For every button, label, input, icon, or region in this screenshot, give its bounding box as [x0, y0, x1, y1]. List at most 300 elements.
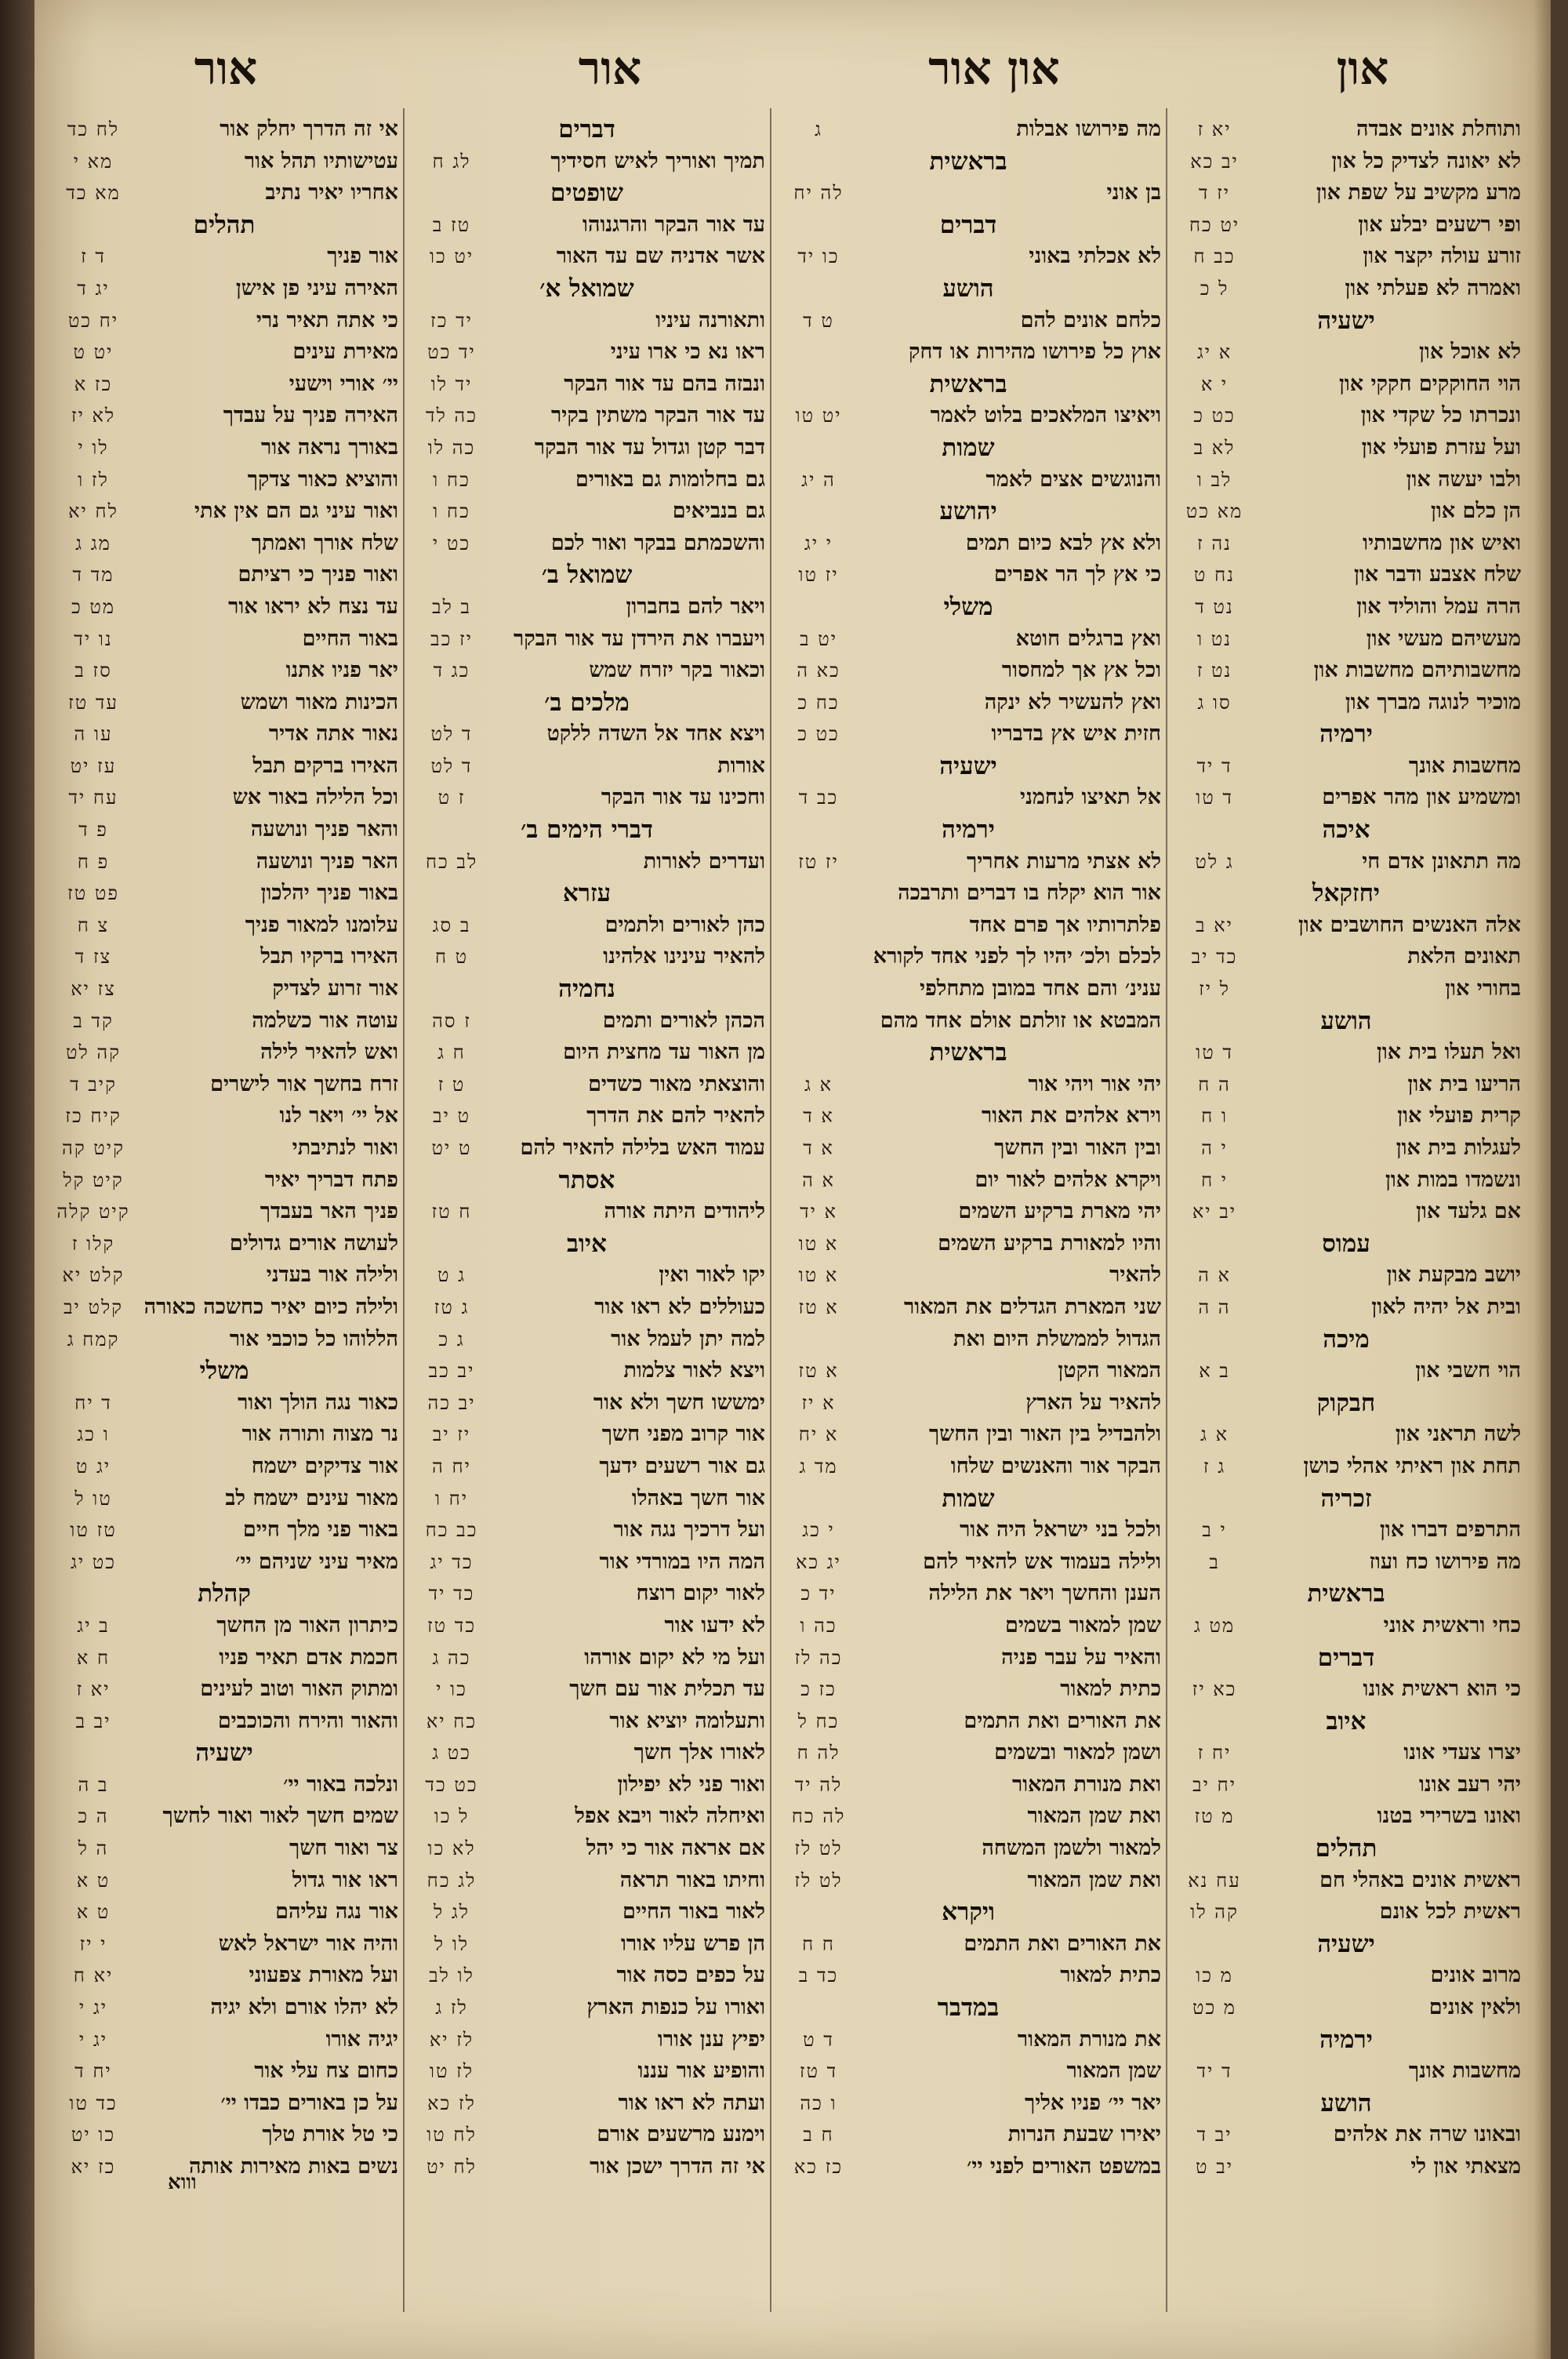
verse-text: דבר קטן וגדול עד אור הבקר	[534, 434, 765, 460]
concordance-entry	[775, 400, 1161, 432]
verse-text: ליהודים היתה אורה	[604, 1199, 765, 1224]
verse-text: מעשיהם מעשי און	[1366, 626, 1521, 651]
verse-reference: יח יב	[1192, 1773, 1236, 1796]
verse-reference: כב ח	[1193, 245, 1236, 268]
book-heading: ישעיה	[195, 1739, 253, 1768]
concordance-entry	[50, 114, 398, 146]
concordance-entry	[1171, 1451, 1521, 1483]
verse-reference: יב כא	[1190, 150, 1239, 173]
concordance-entry	[408, 209, 765, 242]
concordance-entry	[775, 1005, 1161, 1038]
verse-text: ולהבדיל בין האור ובין החשך	[928, 1422, 1161, 1447]
verse-text: האר פניך ונושעה	[256, 849, 398, 874]
verse-text: שני המארת הגדלים את המאור	[903, 1294, 1161, 1319]
verse-reference: סו ג	[1197, 691, 1232, 714]
verse-text: ואיש און מחשבותיו	[1363, 530, 1521, 555]
book-heading: עזרא	[562, 879, 612, 908]
verse-text: ובית אל יהיה לאון	[1371, 1294, 1521, 1319]
verse-text: ושמן למאור ובשמים	[994, 1740, 1161, 1765]
verse-text: התרפים דברו און	[1380, 1518, 1521, 1543]
verse-text: יהי מארת ברקיע השמים	[958, 1199, 1161, 1224]
concordance-entry	[50, 273, 398, 305]
concordance-entry	[775, 241, 1161, 273]
verse-reference: י ב	[1202, 1519, 1227, 1542]
concordance-entry	[408, 1610, 765, 1642]
concordance-entry	[1171, 1132, 1521, 1165]
verse-text: הכהן לאורים ותמים	[602, 1008, 765, 1033]
verse-reference: מא י	[73, 150, 114, 173]
verse-text: ונשמדו במות און	[1385, 1167, 1521, 1192]
book-heading: ירמיה	[1319, 720, 1373, 749]
book-heading: איוב	[567, 1229, 607, 1258]
verse-reference: מ טז	[1194, 1805, 1235, 1828]
concordance-entry	[1171, 1419, 1521, 1451]
verse-reference: ז סה	[432, 1009, 471, 1032]
verse-text: ראשית לכל אונם	[1379, 1899, 1521, 1925]
verse-reference: יח ו	[434, 1487, 469, 1510]
concordance-entry	[50, 1674, 398, 1706]
concordance-entry	[50, 1610, 398, 1642]
book-heading: ישעיה	[1317, 306, 1375, 335]
concordance-entry	[50, 1833, 398, 1865]
concordance-entry	[1171, 1769, 1521, 1801]
concordance-entry	[1171, 591, 1521, 623]
verse-reference: ג ז	[1203, 1455, 1226, 1478]
verse-reference: כה ו	[800, 1614, 837, 1637]
verse-text: אי זה הדרך ישכן אור	[590, 2154, 765, 2179]
verse-text: אי זה הדרך יחלק אור	[220, 117, 398, 141]
concordance-entry	[1171, 782, 1521, 814]
column-rule	[403, 108, 405, 2312]
verse-text: ויאר להם בחברון	[626, 594, 765, 619]
concordance-entry	[408, 2151, 765, 2183]
concordance-entry	[50, 1387, 398, 1419]
verse-reference: א ד	[803, 1105, 834, 1128]
verse-text: ועתה לא ראו אור	[618, 2090, 765, 2115]
verse-text: ולבו יעשה און	[1406, 467, 1521, 492]
concordance-entry	[408, 241, 765, 273]
verse-text: הגדול לממשלת היום ואת	[953, 1326, 1161, 1351]
concordance-entry	[408, 1960, 765, 1992]
verse-reference: ד יד	[1196, 2060, 1232, 2083]
verse-reference: מט ג	[1193, 1614, 1236, 1637]
verse-reference: ד טז	[799, 2060, 838, 2083]
concordance-entry	[50, 623, 398, 656]
verse-text: ואץ ברגלים חוטא	[1015, 626, 1161, 651]
verse-reference: נח ט	[1193, 564, 1236, 587]
verse-reference: יז כב	[430, 627, 473, 650]
verse-reference: ג לט	[1195, 850, 1234, 873]
concordance-entry	[50, 305, 398, 337]
concordance-entry	[408, 1259, 765, 1292]
verse-text: ואור פני לא יפילון	[617, 1772, 765, 1797]
verse-text: ותאורנה עיניו	[655, 307, 765, 333]
concordance-entry	[50, 910, 398, 942]
verse-text: ולא אץ לבא כיום תמים	[965, 530, 1161, 555]
verse-text: ומשמיע און מהר אפרים	[1322, 785, 1521, 810]
verse-text: עטישותיו תהל אור	[244, 148, 398, 173]
verse-text: לא ידעו אור	[664, 1612, 765, 1637]
verse-text: תאונים הלאת	[1407, 944, 1521, 969]
verse-reference: ב יג	[77, 1614, 110, 1637]
concordance-entry	[1171, 400, 1521, 432]
verse-text: להאיר להם את הדרך	[586, 1103, 765, 1129]
verse-text: עוטה אור כשלמה	[252, 1008, 398, 1033]
verse-reference: ו כג	[77, 1423, 110, 1446]
verse-reference: כא יז	[1192, 1678, 1237, 1701]
concordance-entry	[408, 1928, 765, 1961]
book-heading: שמואל ב׳	[541, 561, 633, 590]
verse-reference: יד כט	[427, 341, 476, 364]
verse-reference: יח ה	[432, 1455, 471, 1478]
concordance-entry	[775, 1100, 1161, 1132]
book-heading: חבקוק	[1316, 1388, 1376, 1417]
verse-reference: לא יז	[71, 405, 116, 427]
verse-text: לעושה אורים גדולים	[229, 1230, 398, 1256]
verse-text: לאור באור החיים	[622, 1899, 765, 1925]
verse-text: על כן באורים כבדו יי׳	[220, 2090, 398, 2115]
concordance-entry	[408, 941, 765, 973]
verse-text: ומתוק האור וטוב לעינים	[200, 1677, 398, 1702]
verse-reference: יח ז	[1197, 1742, 1232, 1765]
concordance-entry	[775, 846, 1161, 878]
concordance-entry	[1171, 1896, 1521, 1928]
concordance-entry	[50, 2088, 398, 2120]
concordance-entry	[775, 2088, 1161, 2120]
concordance-entry	[775, 910, 1161, 942]
concordance-entry	[1171, 1165, 1521, 1197]
concordance-entry	[408, 432, 765, 464]
concordance-entry	[1171, 241, 1521, 273]
concordance-entry	[408, 1292, 765, 1324]
verse-text: מרוב אונים	[1430, 1963, 1521, 1988]
verse-reference: א ה	[802, 1169, 835, 1191]
verse-text: שלח אורך ואמתך	[251, 530, 398, 555]
verse-text: מה פירושו אבלות	[1016, 117, 1161, 141]
concordance-entry	[775, 2055, 1161, 2088]
concordance-entry	[1171, 1292, 1521, 1324]
concordance-entry	[50, 1069, 398, 1101]
verse-reference: ו כה	[800, 2092, 837, 2114]
concordance-entry	[50, 1960, 398, 1992]
verse-text: כי הוא ראשית אונו	[1363, 1677, 1521, 1702]
concordance-entry	[408, 1483, 765, 1515]
verse-text: אור זרוע לצדיק	[272, 976, 398, 1001]
verse-reference: כז כא	[793, 2156, 844, 2178]
verse-text: כלחם אונים להם	[1020, 307, 1161, 333]
verse-reference: ב סג	[432, 914, 471, 936]
verse-reference: א טז	[798, 1296, 839, 1318]
verse-text: ואש להאיר לילה	[260, 1040, 398, 1065]
book-heading: ירמיה	[942, 816, 995, 845]
verse-reference: מא כד	[66, 182, 121, 205]
verse-reference: ה ח	[1198, 1073, 1231, 1096]
verse-text: המה היו במורדי אור	[599, 1549, 765, 1574]
verse-text: תמיך ואוריך לאיש חסידיך	[550, 148, 765, 173]
verse-text: ויעברו את הירדן עד אור הבקר	[513, 626, 765, 651]
concordance-entry	[775, 1259, 1161, 1292]
verse-text: והאור והירח והכוכבים	[217, 1708, 398, 1733]
concordance-entry	[408, 496, 765, 528]
concordance-entry	[50, 369, 398, 401]
verse-text: והוצאתי מאור כשדים	[588, 1071, 765, 1096]
verse-reference: כד טו	[69, 2092, 118, 2114]
verse-text: אור פניך	[327, 244, 398, 269]
verse-reference: לט לז	[794, 1837, 843, 1860]
concordance-entry	[50, 941, 398, 973]
verse-reference: ח א	[76, 1646, 111, 1669]
verse-reference: ט ח	[434, 946, 469, 969]
book-heading: משלי	[199, 1357, 249, 1386]
concordance-entry	[50, 1005, 398, 1038]
verse-text: וכאור בקר יזרח שמש	[589, 658, 765, 683]
verse-text: ואיחלה לאור ויבא אפל	[575, 1804, 765, 1829]
verse-reference: כו יד	[797, 245, 840, 268]
verse-reference: טו ל	[74, 1487, 112, 1510]
concordance-entry	[1171, 336, 1521, 369]
verse-text: ואור עיני גם הם אין אתי	[194, 499, 398, 524]
verse-text: לא אכלתי באוני	[1029, 244, 1161, 269]
verse-text: להאיר עינינו אלהינו	[603, 944, 765, 969]
column-rule	[1166, 108, 1167, 2312]
verse-text: ונלכה באור יי׳	[283, 1772, 398, 1797]
verse-text: עלומנו למאור פניך	[245, 912, 398, 937]
concordance-entry	[775, 1292, 1161, 1324]
verse-reference: יא ז	[1197, 118, 1232, 140]
verse-reference: א יג	[1196, 341, 1232, 364]
verse-reference: לא כו	[427, 1837, 476, 1860]
verse-reference: כב ד	[798, 787, 839, 809]
verse-reference: כד יד	[428, 1583, 475, 1605]
concordance-entry	[775, 941, 1161, 973]
concordance-entry	[1171, 1259, 1521, 1292]
verse-text: נשים באות מאירות אותה	[188, 2154, 398, 2179]
book-heading: ישעיה	[1317, 1929, 1375, 1958]
book-heading: קהלת	[198, 1579, 251, 1608]
concordance-column-1	[1171, 114, 1521, 2302]
verse-reference: א טו	[798, 1264, 839, 1287]
concordance-entry	[408, 464, 765, 496]
book-heading: ויקרא	[942, 1898, 995, 1927]
verse-text: כיתרון האור מן החשך	[216, 1612, 398, 1637]
book-heading: יהושע	[939, 497, 997, 526]
verse-reference: כא ה	[797, 660, 840, 682]
verse-text: גם אור רשעים ידעך	[599, 1453, 765, 1478]
verse-text: הללוהו כל כוכבי אור	[229, 1326, 398, 1351]
verse-reference: א ד	[803, 1137, 834, 1159]
book-heading: הושע	[1320, 2088, 1372, 2117]
concordance-entry	[1171, 1547, 1521, 1579]
verse-text: להאיר	[1109, 1263, 1161, 1288]
verse-reference: לח יא	[68, 500, 118, 523]
verse-text: שמים חשך לאור ואור לחשך	[162, 1804, 398, 1829]
verse-text: שמן המאור	[1066, 2059, 1161, 2084]
concordance-entry	[50, 1419, 398, 1451]
verse-text: הבקר אור והאנשים שלחו	[950, 1453, 1161, 1478]
verse-text: את מנורת המאור	[1017, 2026, 1161, 2052]
verse-text: ועל מי לא יקום אורהו	[584, 1645, 765, 1670]
verse-text: האירו ברקיו תבל	[260, 944, 398, 969]
verse-reference: לה יח	[793, 182, 844, 205]
verse-text: וחיתו באור תראה	[619, 1867, 765, 1892]
verse-text: אם גלעד און	[1416, 1199, 1521, 1224]
concordance-entry	[1171, 1801, 1521, 1833]
verse-reference: לה ח	[797, 1742, 840, 1765]
concordance-entry	[408, 1547, 765, 1579]
concordance-entry	[50, 336, 398, 369]
verse-reference: יב כב	[428, 1360, 475, 1383]
verse-reference: יד כ	[800, 1583, 837, 1605]
verse-text: מרע מקשיב על שפת און	[1316, 180, 1521, 205]
verse-text: שמן למאור בשמים	[1004, 1612, 1161, 1637]
verse-reference: טז טו	[70, 1519, 117, 1542]
concordance-entry	[1171, 1037, 1521, 1069]
concordance-entry	[1171, 1674, 1521, 1706]
verse-text: ונכרתו כל שקדי און	[1360, 403, 1521, 428]
verse-reference: יד לו	[430, 373, 473, 395]
concordance-entry	[408, 623, 765, 656]
verse-text: כי טל אורת טלך	[262, 2122, 398, 2147]
verse-reference: ג	[815, 118, 822, 140]
concordance-entry	[775, 1514, 1161, 1547]
verse-reference: נט ד	[1195, 595, 1234, 618]
verse-text: במשפט האורים לפני יי׳	[967, 2154, 1161, 2179]
verse-reference: כג ד	[433, 660, 470, 682]
verse-text: והיה אור ישראל לאש	[218, 1931, 398, 1956]
concordance-entry	[50, 973, 398, 1005]
book-heading: ישעיה	[939, 751, 997, 780]
verse-text: אור צדיקים ישמח	[251, 1453, 398, 1478]
concordance-entry	[775, 1642, 1161, 1674]
verse-text: המבטא או זולתם אולם אחד מהם	[880, 1008, 1161, 1033]
verse-reference: יז טז	[798, 850, 839, 873]
concordance-entry	[1171, 1992, 1521, 2024]
verse-reference: לה כח	[791, 1805, 846, 1828]
concordance-entry	[408, 1069, 765, 1101]
concordance-entry	[50, 687, 398, 719]
running-header-aven-or: און אור	[928, 42, 1060, 95]
verse-reference: כח ו	[433, 468, 470, 491]
book-heading: ירמיה	[1319, 2025, 1373, 2054]
concordance-entry	[775, 2119, 1161, 2151]
verse-text: ראו אור גדול	[292, 1867, 398, 1892]
verse-reference: לז יא	[429, 2028, 474, 2051]
verse-text: ונבזה בהם עד אור הבקר	[564, 371, 765, 396]
verse-reference: כח ו	[433, 500, 470, 523]
verse-text: מצאתי און לי	[1410, 2154, 1521, 2179]
book-heading: בראשית	[929, 369, 1007, 398]
concordance-entry	[408, 1896, 765, 1928]
verse-reference: כח כ	[797, 691, 840, 714]
verse-reference: יט ב	[800, 627, 837, 650]
verse-text: עד אור הבקר והרגנוהו	[583, 212, 765, 237]
verse-reference: ד ט	[803, 2028, 834, 2051]
verse-reference: קה לו	[1190, 1901, 1239, 1924]
concordance-column-2	[775, 114, 1161, 2302]
concordance-entry	[1171, 941, 1521, 973]
verse-reference: כז א	[74, 373, 113, 395]
running-headers	[34, 41, 1551, 104]
verse-text: תחת און ראיתי אהלי כושן	[1303, 1453, 1521, 1478]
verse-reference: כה לז	[794, 1646, 843, 1669]
verse-text: ואור פניך כי רציתם	[238, 562, 398, 587]
verse-reference: כח ל	[797, 1710, 840, 1732]
verse-text: להאיר על הארץ	[1025, 1390, 1161, 1415]
verse-reference: ד ז	[81, 245, 106, 268]
concordance-entry	[1171, 146, 1521, 178]
verse-text: אורות	[717, 753, 765, 778]
concordance-entry	[775, 1865, 1161, 1897]
concordance-entry	[775, 1547, 1161, 1579]
verse-reference: לא ב	[1193, 436, 1236, 459]
verse-text: ענינ׳ והם אחד במובן מתחלפי	[919, 976, 1161, 1001]
verse-text: למאור ולשמן המשחה	[982, 1836, 1161, 1861]
verse-text: אוץ כל פירושו מהירות או דחק	[908, 340, 1161, 365]
concordance-entry	[408, 1865, 765, 1897]
verse-reference: יט כו	[429, 245, 474, 268]
verse-text: ויצא אחד אל השדה ללקט	[546, 722, 765, 747]
concordance-entry	[408, 846, 765, 878]
concordance-entry	[775, 1324, 1161, 1356]
verse-text: ופי רשעים יבלע און	[1358, 212, 1521, 237]
column-rule	[770, 108, 771, 2312]
verse-text: ובין האור ובין החשך	[994, 1136, 1161, 1160]
verse-text: כי אץ לך הר אפרים	[993, 562, 1161, 587]
verse-reference: קיט קל	[63, 1169, 124, 1191]
verse-text: יפיץ ענן אורו	[657, 2026, 765, 2052]
verse-reference: כה ג	[432, 1646, 471, 1669]
running-header-or-2: אור	[194, 42, 258, 95]
verse-reference: יג ט	[75, 1455, 111, 1478]
verse-text: כחום צח עלי אור	[254, 2059, 398, 2084]
verse-reference: יב ד	[1196, 2124, 1232, 2146]
book-heading: דברים	[1317, 1643, 1375, 1672]
verse-reference: מ כט	[1192, 1997, 1237, 2019]
concordance-entry	[1171, 1355, 1521, 1387]
verse-text: מה תתאונן אדם חי	[1362, 849, 1521, 874]
verse-text: ולילה אור בעדני	[266, 1263, 398, 1288]
concordance-entry	[1171, 2055, 1521, 2088]
verse-text: והאר פניך ונושעה	[250, 817, 398, 842]
verse-reference: כח יא	[426, 1710, 477, 1732]
concordance-entry	[408, 1100, 765, 1132]
verse-reference: ב לב	[432, 595, 471, 618]
verse-text: הוי החוקקים חקקי און	[1338, 371, 1521, 396]
running-header-or-1: אור	[578, 42, 642, 95]
verse-reference: קיב ד	[70, 1073, 117, 1096]
concordance-entry	[1171, 1610, 1521, 1642]
verse-reference: ד יד	[1196, 754, 1232, 777]
concordance-entry	[1171, 973, 1521, 1005]
concordance-entry	[50, 146, 398, 178]
verse-reference: י ח	[1200, 1169, 1229, 1191]
concordance-entry	[50, 1769, 398, 1801]
concordance-entry	[775, 2151, 1161, 2183]
verse-text: פלתרותיו אך פרם אחד	[969, 912, 1161, 937]
verse-reference: לח טו	[426, 2124, 477, 2146]
verse-reference: קלו ז	[71, 1232, 115, 1255]
verse-text: ואת שמן המאור	[1027, 1867, 1161, 1892]
concordance-entry	[408, 1833, 765, 1865]
verse-reference: ד טו	[1196, 1041, 1233, 1064]
verse-reference: קלט יב	[63, 1296, 124, 1318]
concordance-entry	[775, 1833, 1161, 1865]
verse-reference: ו ח	[1201, 1105, 1228, 1128]
verse-reference: מא כט	[1185, 500, 1243, 523]
verse-text: ואונו בשרירי בטנו	[1377, 1804, 1521, 1829]
verse-text: מה פירושו כח ועוז	[1369, 1549, 1521, 1574]
verse-text: עד אור הבקר משתין בקיר	[551, 403, 765, 428]
